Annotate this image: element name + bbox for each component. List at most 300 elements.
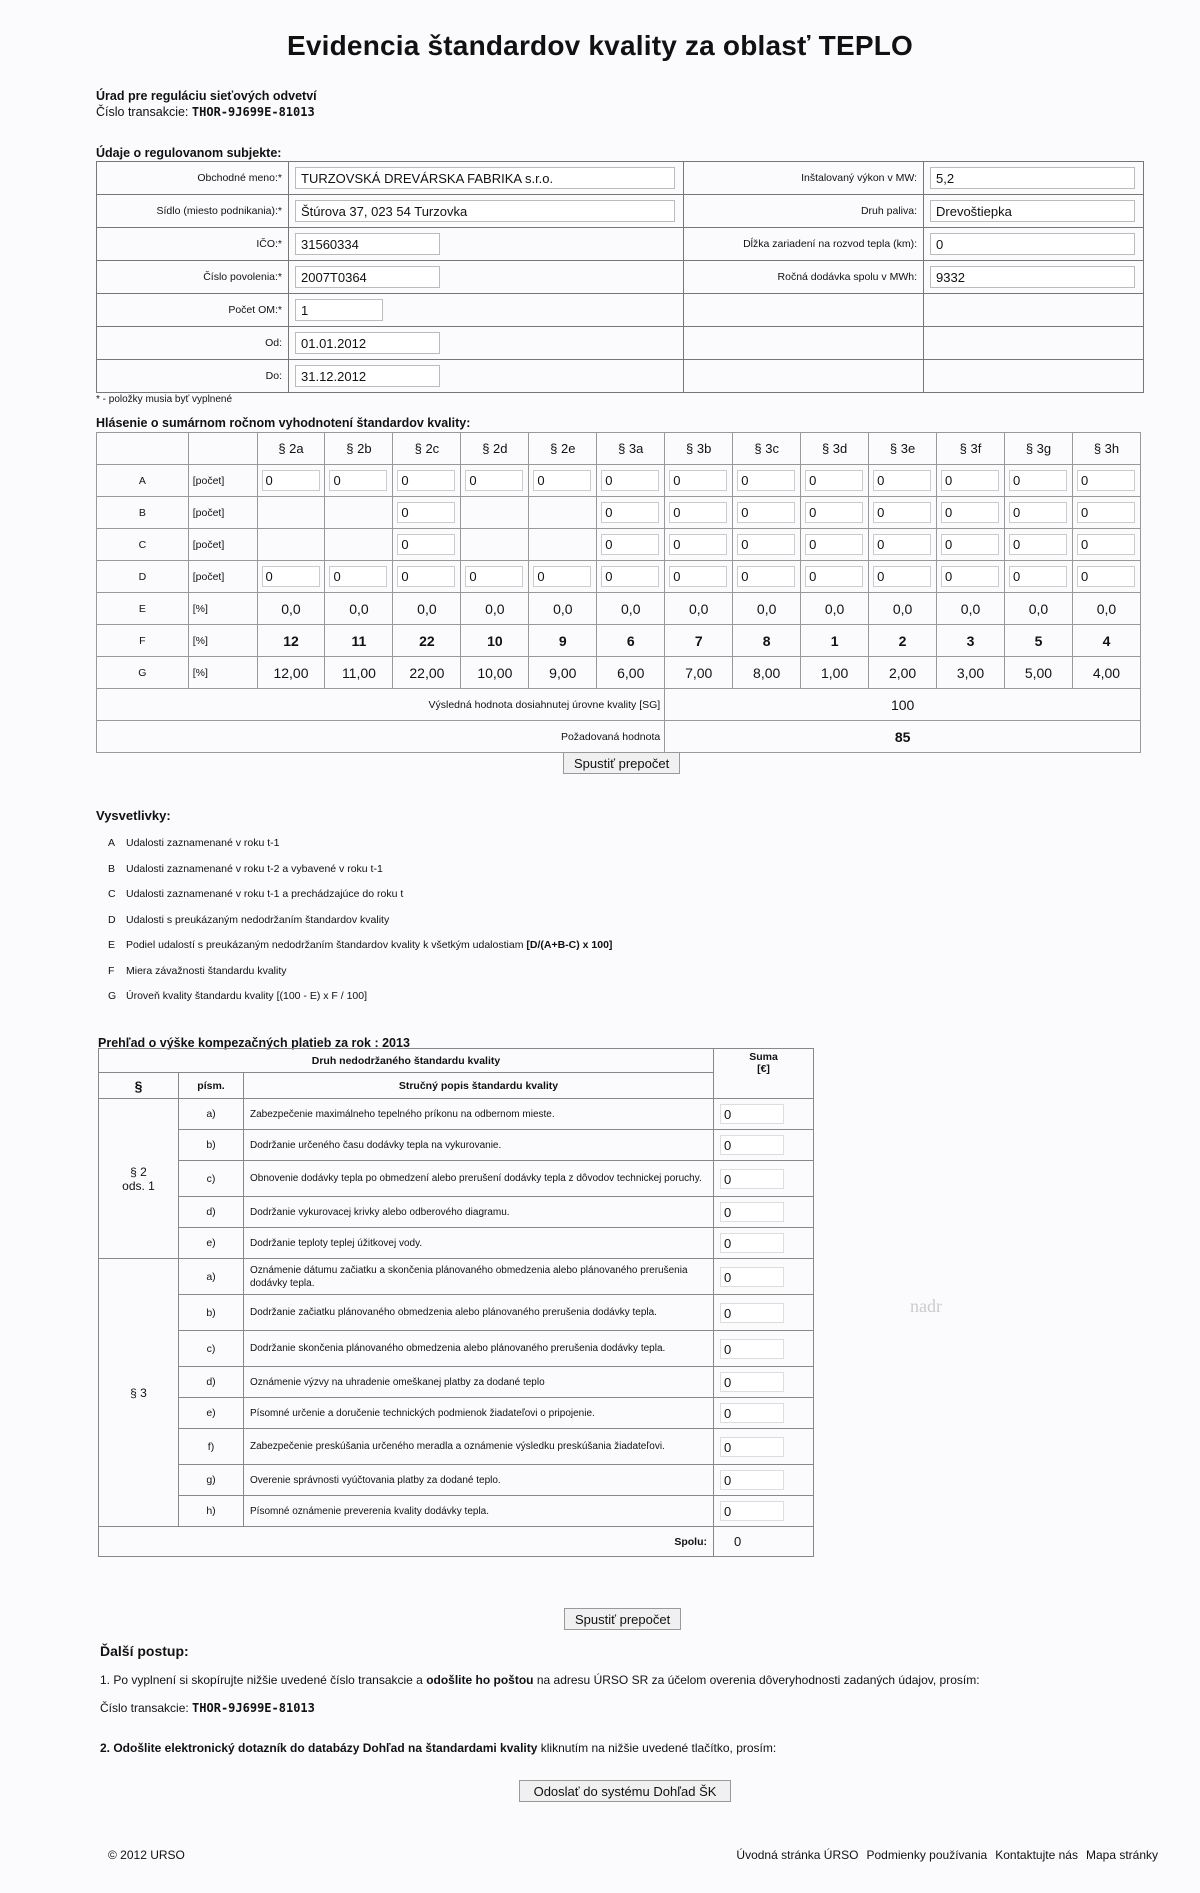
comp-desc: Dodržanie teploty teplej úžitkovej vody. [244,1228,714,1259]
comp-row [99,1367,814,1398]
std-input[interactable]: 0 [669,502,727,523]
legend-item [96,857,612,883]
std-input[interactable]: 0 [941,502,999,523]
footer-links [728,1848,1158,1862]
std-cell [257,465,325,497]
legend-text: Miera závažnosti štandardu kvality [126,964,287,977]
std-input[interactable]: 0 [601,502,659,523]
std-cell [801,561,869,593]
std-input[interactable]: 0 [737,566,795,587]
comp-sum-cell [714,1295,814,1331]
legend-key: G [108,990,117,1002]
std-input[interactable]: 0 [397,470,455,491]
std-cell: 9 [529,625,597,657]
comp-desc: Písomné určenie a doručenie technických podmienok žiadateľovi o pripojenie. [244,1398,714,1429]
comp-row [99,1429,814,1465]
comp-head-par: § [99,1073,179,1099]
comp-row [99,1465,814,1496]
comp-sum-cell [714,1099,814,1130]
length-field[interactable]: 0 [930,233,1135,255]
std-input[interactable]: 0 [1077,502,1135,523]
std-cell [937,465,1005,497]
comp-sum-input[interactable]: 0 [720,1372,784,1392]
std-cell: 22,00 [393,657,461,689]
std-input[interactable]: 0 [941,534,999,555]
comp-sum-cell [714,1367,814,1398]
comp-section-label: Prehľad o výške kompezačných platieb za rok : 2013 [98,1036,410,1050]
comp-sum-input[interactable]: 0 [720,1403,784,1423]
std-input[interactable]: 0 [1077,470,1135,491]
comp-head-letter: písm. [179,1073,244,1099]
std-input[interactable]: 0 [873,566,931,587]
std-cell [461,497,529,529]
std-cell [393,529,461,561]
comp-desc: Obnovenie dodávky tepla po obmedzení alebo prerušení dodávky tepla z dôvodov technickej poruchy. [244,1161,714,1197]
std-input[interactable]: 0 [329,566,387,587]
std-cell [529,561,597,593]
comp-sum-input[interactable]: 0 [720,1437,784,1457]
std-cell [869,529,937,561]
comp-sum-cell [714,1228,814,1259]
std-input[interactable]: 0 [601,534,659,555]
std-cell: 10,00 [461,657,529,689]
std-cell [937,497,1005,529]
std-cell [393,561,461,593]
legend-key: C [108,888,116,900]
std-row-unit: [počet] [188,465,257,497]
page-title: Evidencia štandardov kvality za oblasť TEPLO [287,30,913,61]
std-result-label: Výsledná hodnota dosiahnutej úrovne kvality [SG] [97,689,665,721]
legend [96,808,612,1010]
comp-total-row [99,1527,814,1557]
permit-label: Číslo povolenia:* [97,261,289,294]
std-cell [937,529,1005,561]
comp-desc: Písomné oznámenie preverenia kvality dodávky tepla. [244,1496,714,1527]
std-input[interactable]: 0 [805,534,863,555]
comp-paragraph [99,1259,179,1527]
comp-sum-input[interactable]: 0 [720,1169,784,1189]
std-cell [597,497,665,529]
comp-desc: Dodržanie začiatku plánovaného obmedzenia alebo plánovaného prerušenia dodávky tepla. [244,1295,714,1331]
ico-label: IČO:* [97,228,289,261]
std-row-key: F [97,625,189,657]
std-cell: 0,0 [393,593,461,625]
std-row-unit: [%] [188,625,257,657]
next-step-1 [100,1673,980,1687]
comp-row [99,1398,814,1429]
std-input[interactable]: 0 [873,470,931,491]
std-row-e [97,593,1141,625]
comp-sum-cell [714,1259,814,1295]
std-cell [665,497,733,529]
std-cell: 1 [801,625,869,657]
std-row-unit: [%] [188,657,257,689]
std-input[interactable]: 0 [737,502,795,523]
std-cell: 2,00 [869,657,937,689]
std-input[interactable]: 0 [737,534,795,555]
comp-row [99,1496,814,1527]
om-field[interactable]: 1 [295,299,383,321]
legend-item [96,831,612,857]
comp-sum-cell [714,1398,814,1429]
std-input[interactable]: 0 [941,470,999,491]
transaction-id: THOR-9J699E-81013 [191,105,315,119]
std-row-unit: [počet] [188,529,257,561]
std-required-label: Požadovaná hodnota [97,721,665,753]
transaction-line [96,104,317,120]
from-field[interactable]: 01.01.2012 [295,332,440,354]
supply-label: Ročná dodávka spolu v MWh: [684,261,924,294]
comp-row [99,1161,814,1197]
std-input[interactable]: 0 [465,566,523,587]
comp-row [99,1228,814,1259]
next-transaction-label: Číslo transakcie: [100,1701,189,1715]
std-row-key: E [97,593,189,625]
std-input[interactable]: 0 [1009,470,1067,491]
std-cell [1005,529,1073,561]
std-input[interactable]: 0 [737,470,795,491]
std-cell: 8 [733,625,801,657]
comp-sum-cell [714,1197,814,1228]
comp-sum-input[interactable]: 0 [720,1135,784,1155]
std-cell: 11 [325,625,393,657]
comp-row [99,1295,814,1331]
std-cell: 0,0 [665,593,733,625]
std-col-8: § 3d [801,433,869,465]
comp-sum-input[interactable]: 0 [720,1339,784,1359]
std-cell [869,465,937,497]
std-cell: 10 [461,625,529,657]
compensation-table [98,1048,814,1557]
std-cell: 1,00 [801,657,869,689]
std-cell [325,529,393,561]
comp-desc: Zabezpečenie preskúšania určeného meradla a oznámenie výsledku preskúšania žiadateľovi. [244,1429,714,1465]
std-result-row [97,689,1141,721]
comp-row [99,1197,814,1228]
std-cell: 0,0 [529,593,597,625]
std-input[interactable]: 0 [262,566,320,587]
std-cell: 0,0 [733,593,801,625]
comp-letter: c) [179,1161,244,1197]
comp-sum-input[interactable]: 0 [720,1470,784,1490]
comp-letter: d) [179,1197,244,1228]
comp-sum-input[interactable]: 0 [720,1501,784,1521]
std-cell: 0,0 [937,593,1005,625]
std-row-b [97,497,1141,529]
std-col-10: § 3f [937,433,1005,465]
std-input[interactable]: 0 [669,534,727,555]
std-cell: 4 [1072,625,1140,657]
next-transaction-id: THOR-9J699E-81013 [192,1701,315,1715]
comp-sum-cell [714,1496,814,1527]
comp-head-sum-unit: [€] [757,1063,770,1075]
legend-item [96,984,612,1010]
std-cell: 5,00 [1005,657,1073,689]
std-row-key: A [97,465,189,497]
fuel-label: Druh paliva: [684,195,924,228]
comp-letter: a) [179,1099,244,1130]
std-result-value: 100 [665,689,1141,721]
std-cell [257,561,325,593]
comp-par-sub: ods. 1 [122,1178,155,1193]
std-cell [461,561,529,593]
std-cell: 7,00 [665,657,733,689]
next-step-1-tail: na adresu ÚRSO SR za účelom overenia dôveryhodnosti zadaných údajov, prosím: [536,1673,980,1687]
std-cell [1005,497,1073,529]
footer-link[interactable]: Kontaktujte nás [995,1848,1078,1862]
std-cell: 0,0 [257,593,325,625]
comp-desc: Oznámenie výzvy na uhradenie omeškanej platby za dodané teplo [244,1367,714,1398]
comp-head-desc: Stručný popis štandardu kvality [244,1073,714,1099]
std-input[interactable]: 0 [1009,534,1067,555]
std-cell [393,465,461,497]
comp-head-type: Druh nedodržaného štandardu kvality [99,1049,714,1073]
comp-desc: Overenie správnosti vyúčtovania platby za dodané teplo. [244,1465,714,1496]
comp-desc: Dodržanie určeného času dodávky tepla na vykurovanie. [244,1130,714,1161]
std-input[interactable]: 0 [329,470,387,491]
std-cell: 0,0 [597,593,665,625]
std-cell: 9,00 [529,657,597,689]
std-input[interactable]: 0 [1077,566,1135,587]
std-row-c [97,529,1141,561]
std-input[interactable]: 0 [873,534,931,555]
std-row-key: G [97,657,189,689]
legend-text: Udalosti s preukázaným nedodržaním štandardov kvality [126,913,390,926]
std-cell: 12,00 [257,657,325,689]
std-input[interactable]: 0 [601,470,659,491]
comp-sum-cell [714,1429,814,1465]
fuel-field[interactable]: Drevoštiepka [930,200,1135,222]
footer-link[interactable]: Úvodná stránka ÚRSO [736,1848,859,1862]
legend-key: E [108,939,116,951]
supply-field[interactable]: 9332 [930,266,1135,288]
comp-sum-input[interactable]: 0 [720,1104,784,1124]
std-input[interactable]: 0 [805,502,863,523]
comp-letter: e) [179,1228,244,1259]
subject-section-label: Údaje o regulovanom subjekte: [96,146,282,160]
comp-sum-input[interactable]: 0 [720,1233,784,1253]
std-input[interactable]: 0 [941,566,999,587]
comp-sum-input[interactable]: 0 [720,1267,784,1287]
std-col-3: § 2d [461,433,529,465]
std-col-11: § 3g [1005,433,1073,465]
std-input[interactable]: 0 [669,566,727,587]
std-col-6: § 3b [665,433,733,465]
std-cell: 5 [1005,625,1073,657]
next-step-2-bold: 2. Odošlite elektronický dotazník do databázy Dohľad na štandardami kvality [100,1741,538,1755]
comp-sum-cell [714,1161,814,1197]
legend-text: Udalosti zaznamenané v roku t-1 a prechádzajúce do roku t [126,888,404,900]
std-cell: 0,0 [1072,593,1140,625]
std-cell [257,529,325,561]
power-label: Inštalovaný výkon v MW: [684,162,924,195]
std-cell [325,497,393,529]
next-step-2-text: kliknutím na nižšie uvedené tlačítko, prosím: [540,1741,777,1755]
comp-head-sum: Suma [749,1051,778,1063]
std-cell: 0,0 [869,593,937,625]
comp-sum-input[interactable]: 0 [720,1202,784,1222]
std-cell [1005,561,1073,593]
std-cell: 8,00 [733,657,801,689]
std-col-1: § 2b [325,433,393,465]
comp-row [99,1130,814,1161]
comp-desc: Oznámenie dátumu začiatku a skončenia plánovaného obmedzenia alebo plánovaného prerušenia dodávky tepla. [244,1259,714,1295]
comp-letter: a) [179,1259,244,1295]
std-row-key: D [97,561,189,593]
std-row-unit: [počet] [188,497,257,529]
length-label: Dĺžka zariadení na rozvod tepla (km): [684,228,924,261]
std-input[interactable]: 0 [533,566,591,587]
std-cell [733,497,801,529]
to-field[interactable]: 31.12.2012 [295,365,440,387]
std-input[interactable]: 0 [669,470,727,491]
std-cell [801,497,869,529]
org-name: Úrad pre reguláciu sieťových odvetví [96,89,317,103]
std-col-5: § 3a [597,433,665,465]
comp-letter: b) [179,1295,244,1331]
comp-sum-cell [714,1130,814,1161]
std-cell [869,497,937,529]
recalc-button-2[interactable]: Spustiť prepočet [564,1608,681,1630]
footer-link[interactable]: Podmienky používania [866,1848,988,1862]
std-row-key: B [97,497,189,529]
comp-paragraph [99,1099,179,1259]
next-step-1-text: 1. Po vyplnení si skopírujte nižšie uvedené číslo transakcie a [100,1673,423,1687]
std-cell [597,529,665,561]
std-cell [529,529,597,561]
legend-text: Udalosti zaznamenané v roku t-2 a vybavené v roku t-1 [126,862,383,875]
std-cell [1072,529,1140,561]
std-input[interactable]: 0 [1077,534,1135,555]
std-input[interactable]: 0 [262,470,320,491]
std-cell [733,529,801,561]
required-note: * - položky musia byť vyplnené [96,394,233,405]
legend-key: D [108,913,116,926]
footer-link[interactable]: Mapa stránky [1085,1848,1158,1862]
recalc-button-1[interactable]: Spustiť prepočet [563,752,680,774]
std-cell [597,465,665,497]
std-input[interactable]: 0 [397,534,455,555]
std-cell: 4,00 [1072,657,1140,689]
legend-key: F [108,964,115,977]
std-input[interactable]: 0 [397,502,455,523]
permit-field[interactable]: 2007T0364 [295,266,440,288]
std-cell [257,497,325,529]
std-input[interactable]: 0 [805,470,863,491]
std-col-9: § 3e [869,433,937,465]
name-field[interactable]: TURZOVSKÁ DREVÁRSKA FABRIKA s.r.o. [295,167,675,189]
std-cell [665,465,733,497]
comp-par: § 2 [130,1164,147,1179]
header-info [96,88,317,120]
legend-item [96,908,612,934]
std-cell [1072,497,1140,529]
comp-sum-cell [714,1465,814,1496]
legend-title: Vysvetlivky: [96,808,171,823]
std-input[interactable]: 0 [1009,566,1067,587]
comp-letter: h) [179,1496,244,1527]
std-cell [937,561,1005,593]
seat-label: Sídlo (miesto podnikania):* [97,195,289,228]
std-row-unit: [počet] [188,561,257,593]
om-label: Počet OM:* [97,294,289,327]
std-input[interactable]: 0 [1009,502,1067,523]
std-cell: 7 [665,625,733,657]
std-input[interactable]: 0 [805,566,863,587]
std-cell: 12 [257,625,325,657]
std-cell [1072,561,1140,593]
std-row-d [97,561,1141,593]
std-col-2: § 2c [393,433,461,465]
std-required-value: 85 [665,721,1141,753]
std-cell: 3 [937,625,1005,657]
next-steps [100,1643,980,1755]
comp-letter: b) [179,1130,244,1161]
std-input[interactable]: 0 [533,470,591,491]
legend-text: Udalosti zaznamenané v roku t-1 [126,837,280,849]
std-cell [801,529,869,561]
std-cell: 0,0 [801,593,869,625]
std-input[interactable]: 0 [601,566,659,587]
std-cell [801,465,869,497]
standards-table [96,432,1141,753]
next-transaction [100,1701,980,1715]
std-cell: 0,0 [461,593,529,625]
next-step-1-bold: odošlite ho poštou [426,1673,534,1687]
legend-key: A [108,837,116,849]
copyright: © 2012 URSO [108,1848,185,1862]
std-input[interactable]: 0 [873,502,931,523]
seat-field[interactable]: Štúrova 37, 023 54 Turzovka [295,200,675,222]
to-label: Do: [97,360,289,393]
std-row-g [97,657,1141,689]
footer [108,1848,1158,1862]
std-cell [869,561,937,593]
comp-desc: Dodržanie vykurovacej krivky alebo odberového diagramu. [244,1197,714,1228]
std-cell [733,561,801,593]
legend-item [96,882,612,908]
std-cell: 2 [869,625,937,657]
legend-formula: [D/(A+B-C) x 100] [526,939,613,951]
std-row-unit: [%] [188,593,257,625]
power-field[interactable]: 5,2 [930,167,1135,189]
std-input[interactable]: 0 [465,470,523,491]
comp-sum-cell [714,1331,814,1367]
std-cell [325,561,393,593]
std-cell [1072,465,1140,497]
std-row-a [97,465,1141,497]
legend-text: Úroveň kvality štandardu kvality [(100 - E) x F / 100] [126,990,368,1002]
std-input[interactable]: 0 [397,566,455,587]
std-col-0: § 2a [257,433,325,465]
ico-field[interactable]: 31560334 [295,233,440,255]
std-cell [529,497,597,529]
std-row-f [97,625,1141,657]
next-title: Ďalší postup: [100,1643,189,1659]
comp-sum-input[interactable]: 0 [720,1303,784,1323]
std-cell [393,497,461,529]
std-cell: 0,0 [1005,593,1073,625]
std-section-label: Hlásenie o sumárnom ročnom vyhodnotení štandardov kvality: [96,416,471,430]
next-step-2 [100,1741,980,1755]
comp-desc: Zabezpečenie maximálneho tepelného príkonu na odbernom mieste. [244,1099,714,1130]
std-cell [529,465,597,497]
std-cell: 3,00 [937,657,1005,689]
std-cell: 6,00 [597,657,665,689]
send-button[interactable]: Odoslať do systému Dohľad ŠK [519,1780,731,1802]
stamp-mark: nadr [910,1296,942,1316]
std-cell [461,529,529,561]
